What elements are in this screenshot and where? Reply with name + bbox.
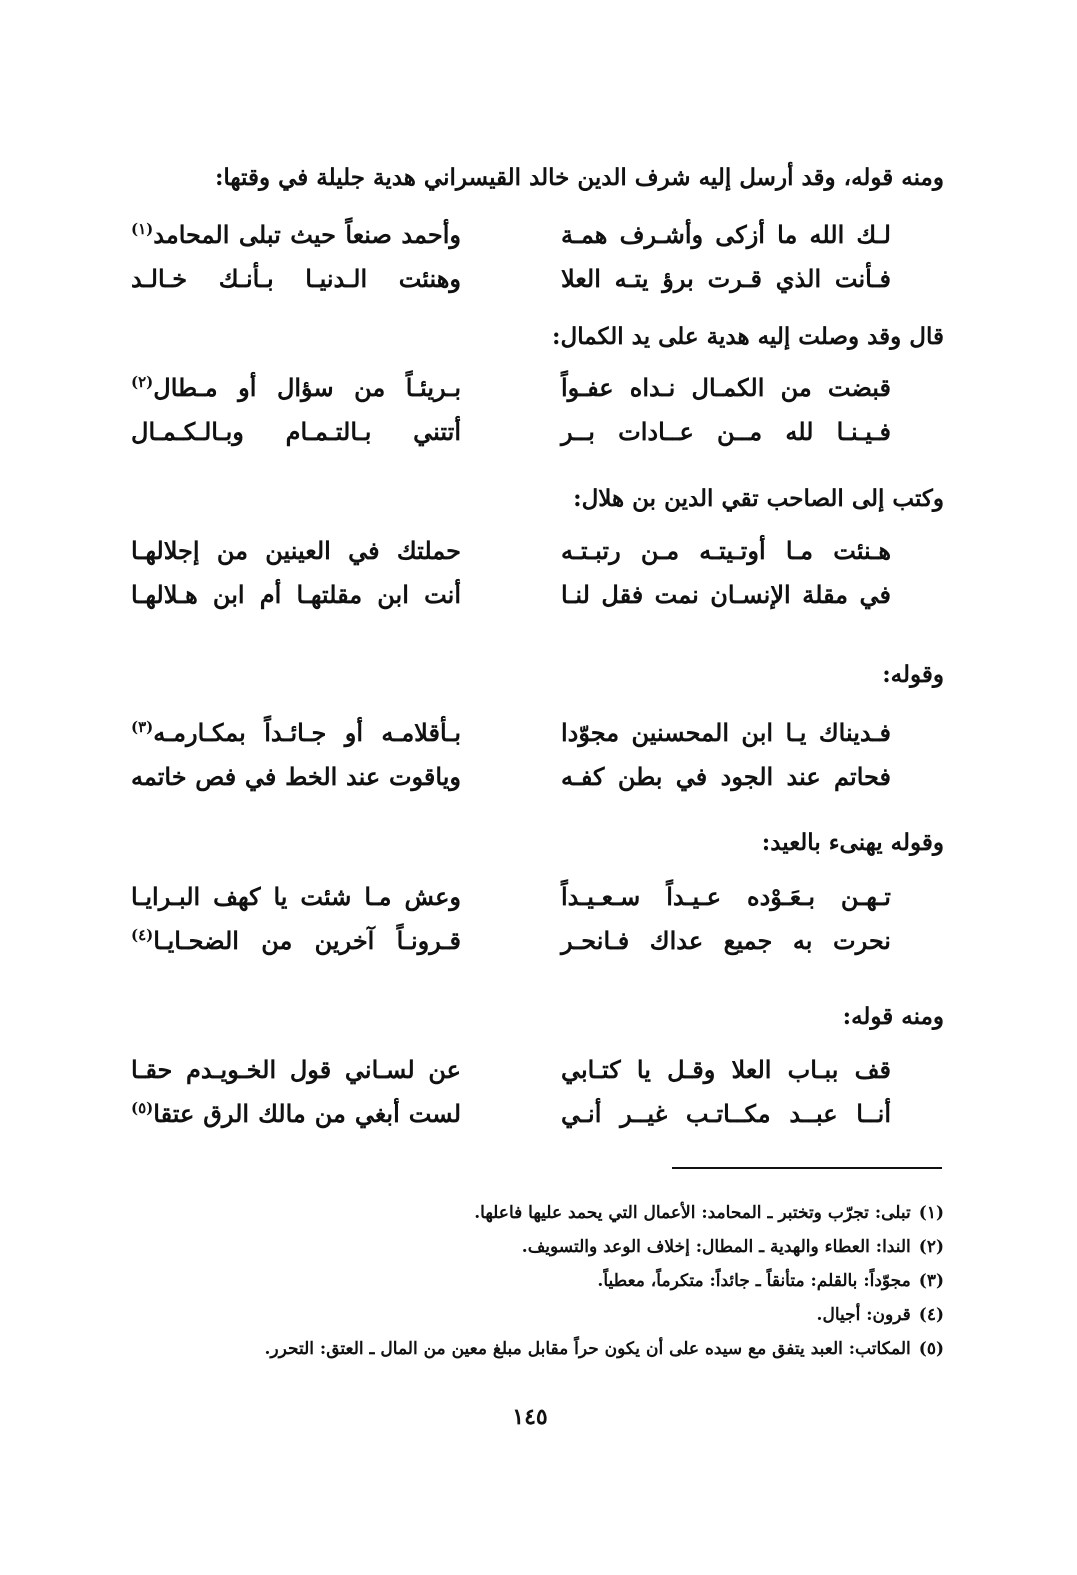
second-hemistich: عن لسـاني قول الخـويـدم حقـا [131,1054,461,1084]
verse-line [131,754,891,798]
first-hemistich: تـهـن بـعَـوْده عـيـداً سـعـيـداً [561,881,891,911]
second-hemistich: حملتك في العينين من إجلالهـا [131,535,461,565]
footnote-separator [672,1167,942,1169]
verse-line [131,212,891,256]
footnote [154,1230,944,1264]
footnote-ref: (٢) [131,372,154,391]
poem-couplet [131,528,891,616]
section-intro: قال وقد وصلت إليه هدية على يد الكمال: [552,323,944,350]
footnote [154,1332,944,1366]
second-hemistich-text: وأحمد صنعاً حيث تبلى المحامد [153,219,461,249]
footnote [154,1196,944,1230]
verse-line [131,710,891,754]
second-hemistich: أتتني بـالتـمـام وبـالـكـمـال [131,416,461,446]
second-hemistich-text: قـرونـاً آخرين من الضحـايـا [153,925,461,955]
first-hemistich: لـك الله ما أزكى وأشـرف همـة [561,219,891,249]
second-hemistich: وعش مـا شئت يا كهف البـرايـا [131,881,461,911]
section-intro: وقوله يهنىء بالعيد: [761,829,944,856]
footnotes [154,1196,944,1366]
verse-line [131,918,891,962]
section-intro: ومنه قوله: [842,1003,944,1030]
footnote-ref: (١) [131,219,154,238]
poem-couplet [131,212,891,300]
footnote-text: تبلى: تجرّب وتختبر ـ المحامد: الأعمال التي يحمد عليها فاعلها. [474,1203,911,1223]
footnote [154,1264,944,1298]
second-hemistich [131,220,461,249]
first-hemistich: قف ببـاب العلا وقـل يا كتـابي [561,1054,891,1084]
first-hemistich: قبضت من الكمـال نـداه عفـواً [561,372,891,402]
first-hemistich: نحرت به جميع عداك فـانحـر [561,925,891,955]
verse-line [131,1091,891,1135]
footnote-text: مجوّداً: بالقلم: متأنقاً ـ جائداً: متكرماً، معطياً. [597,1271,911,1291]
footnote-ref: (٣) [131,717,154,736]
verse-line [131,572,891,616]
verse-line [131,409,891,453]
first-hemistich: فحاتم عند الجود في بطن كفـه [561,761,891,791]
section-intro: وقوله: [882,661,944,688]
section-intro: وكتب إلى الصاحب تقي الدين بن هلال: [573,485,944,512]
poem-couplet [131,365,891,453]
poem-couplet [131,874,891,962]
footnote-text: قرون: أجيال. [816,1305,911,1325]
second-hemistich: وياقوت عند الخط في فص خاتمه [131,761,461,791]
poem-couplet [131,710,891,798]
first-hemistich: هـنئت مـا أوتـيتـه مـن رتبـتـه [561,535,891,565]
second-hemistich-text: لست أبغي من مالك الرق عتقا [153,1098,461,1128]
footnote [154,1298,944,1332]
verse-line [131,874,891,918]
verse-line [131,528,891,572]
second-hemistich [131,926,461,955]
footnote-number: (٣) [918,1271,944,1291]
second-hemistich [131,373,461,402]
footnote-ref: (٤) [131,925,154,944]
poem-couplet [131,1047,891,1135]
second-hemistich: وهنئت الـدنيـا بـأنـك خـالـد [131,263,461,293]
page-number: ١٤٥ [512,1404,548,1430]
footnote-ref: (٥) [131,1098,154,1117]
second-hemistich-text: بـأقلامـه أو جـائـداً بمكـارمـه [153,717,461,747]
footnote-number: (١) [918,1203,944,1223]
footnote-number: (٢) [918,1237,944,1257]
first-hemistich: في مقلة الإنسـان نمت فقل لنـا [561,579,891,609]
second-hemistich [131,718,461,747]
verse-line [131,256,891,300]
footnote-text: الندا: العطاء والهدية ـ المطال: إخلاف الوعد والتسويف. [521,1237,911,1257]
first-hemistich: فـديناك يـا ابن المحسنين مجوّدا [561,717,891,747]
second-hemistich-text: بـريئـاً من سؤال أو مـطال [153,372,461,402]
verse-line [131,1047,891,1091]
first-hemistich: أنــا عبــد مكــاتـب غيــر أنـي [561,1098,891,1128]
verse-line [131,365,891,409]
section-intro: ومنه قوله، وقد أرسل إليه شرف الدين خالد القيسراني هدية جليلة في وقتها: [214,164,944,191]
first-hemistich: فـيـنـا لله مــن عــادات بــر [561,416,891,446]
second-hemistich: أنت ابن مقلتهـا أم ابن هـلالهـا [131,579,461,609]
second-hemistich [131,1099,461,1128]
footnote-number: (٥) [918,1339,944,1359]
first-hemistich: فـأنت الذي قـرت برؤ يتـه العلا [561,263,891,293]
footnote-number: (٤) [918,1305,944,1325]
footnote-text: المكاتب: العبد يتفق مع سيده على أن يكون حراً مقابل مبلغ معين من المال ـ العتق: التحرر. [264,1339,911,1359]
